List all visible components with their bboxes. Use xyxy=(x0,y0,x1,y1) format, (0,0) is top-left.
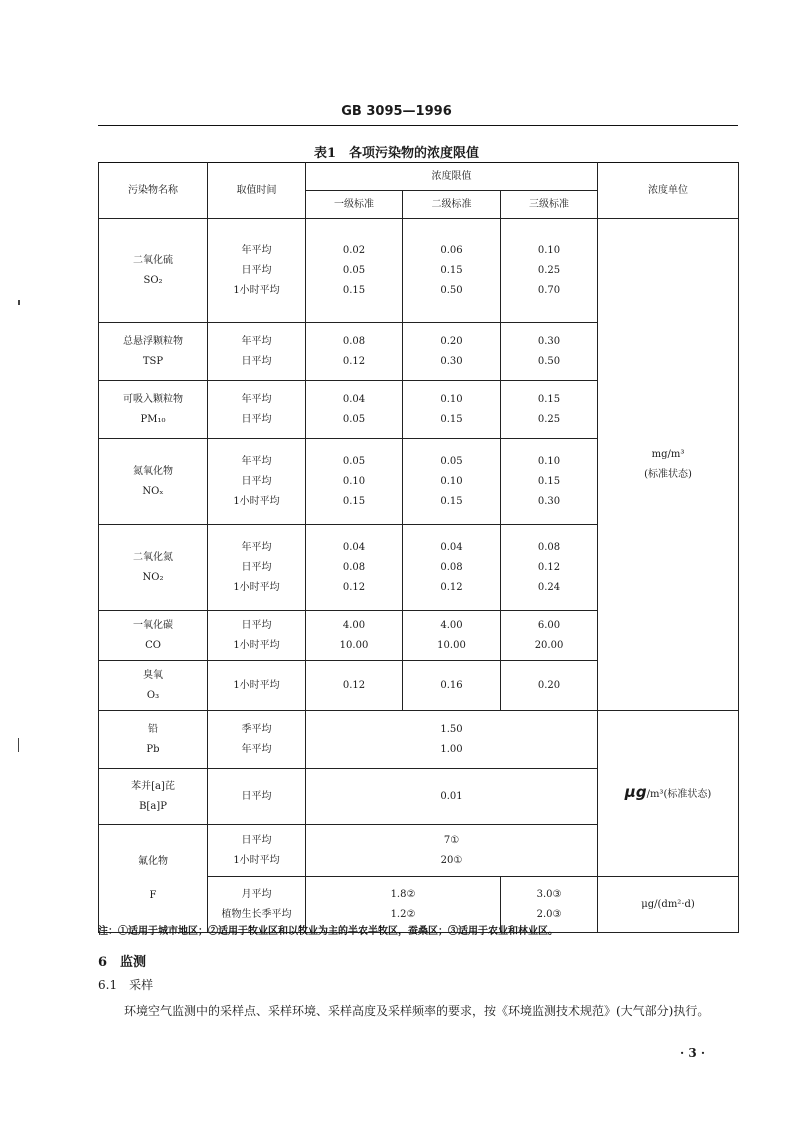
averaging-time xyxy=(208,525,306,611)
limit-value: 0.08 xyxy=(342,561,366,573)
unit-mg xyxy=(598,219,739,711)
time-value: 1小时平均 xyxy=(233,854,280,866)
limit-g2 xyxy=(403,525,501,611)
limit-value: 0.05 xyxy=(342,264,366,276)
limit-value: 0.15 xyxy=(537,393,561,405)
limit-value: 0.01 xyxy=(440,790,463,802)
limit-value: 0.05 xyxy=(342,413,366,425)
limit-g1 xyxy=(306,439,403,525)
limit-g1 xyxy=(306,219,403,323)
limit-g1 xyxy=(306,323,403,381)
header-time: 取值时间 xyxy=(208,163,306,219)
averaging-time xyxy=(208,439,306,525)
limit-g2 xyxy=(403,611,501,661)
time-value: 年平均 xyxy=(241,743,272,755)
standard-header: GB 3095—1996 xyxy=(341,104,452,119)
limit-g2 xyxy=(403,381,501,439)
limit-g2 xyxy=(403,219,501,323)
averaging-time xyxy=(208,381,306,439)
limit-g1 xyxy=(306,611,403,661)
limit-g1 xyxy=(306,381,403,439)
time-value: 日平均 xyxy=(241,355,272,367)
limit-value: 0.10 xyxy=(342,475,366,487)
limit-g3 xyxy=(501,439,598,525)
limit-value: 0.08 xyxy=(537,541,561,553)
limit-value: 0.08 xyxy=(440,561,463,573)
limit-value: 0.15 xyxy=(342,495,366,507)
time-value: 植物生长季平均 xyxy=(221,908,292,920)
limit-value: 0.50 xyxy=(537,355,561,367)
table-row xyxy=(99,219,739,323)
limit-g2 xyxy=(403,439,501,525)
pollutant-symbol: NO₂ xyxy=(142,571,164,583)
limit-value: 0.10 xyxy=(537,455,561,467)
limit-value: 1.50 xyxy=(440,723,463,735)
limit-value: 0.04 xyxy=(440,541,463,553)
pollutant-cn: 氟化物 xyxy=(138,855,168,867)
limit-value: 0.25 xyxy=(537,264,561,276)
pollutant-name xyxy=(99,525,208,611)
pollutant-symbol: SO₂ xyxy=(143,274,163,286)
limit-all xyxy=(306,769,598,825)
limit-value: 20.00 xyxy=(534,639,564,651)
margin-mark xyxy=(18,738,19,752)
limit-value: 1.2② xyxy=(390,908,416,920)
time-value: 1小时平均 xyxy=(233,284,280,296)
limit-value: 0.30 xyxy=(537,495,561,507)
time-value: 日平均 xyxy=(241,619,272,631)
averaging-time xyxy=(208,711,306,769)
pollutant-symbol: Pb xyxy=(146,743,160,755)
limit-value: 0.05 xyxy=(440,455,463,467)
limit-value: 0.05 xyxy=(342,455,366,467)
limit-value: 0.15 xyxy=(342,284,366,296)
unit-line: (标准状态) xyxy=(644,468,692,480)
limit-value: 0.12 xyxy=(342,581,366,593)
time-value: 日平均 xyxy=(241,413,272,425)
averaging-time xyxy=(208,611,306,661)
limit-value: 0.30 xyxy=(440,355,463,367)
limit-value: 0.15 xyxy=(537,475,561,487)
time-value: 日平均 xyxy=(241,790,272,802)
averaging-time xyxy=(208,825,306,877)
limit-value: 0.12 xyxy=(342,355,366,367)
time-value: 1小时平均 xyxy=(233,679,280,691)
limit-value: 0.16 xyxy=(440,679,463,691)
limit-value: 0.15 xyxy=(440,413,463,425)
body-paragraph: 环境空气监测中的采样点、采样环境、采样高度及采样频率的要求，按《环境监测技术规范》(大气部分)执行。 xyxy=(124,1004,710,1018)
pollutant-name xyxy=(99,661,208,711)
limit-value: 0.20 xyxy=(440,335,463,347)
pollutant-symbol: B[a]P xyxy=(139,800,167,812)
pollutant-cn: 可吸入颗粒物 xyxy=(123,393,183,405)
time-value: 年平均 xyxy=(241,335,272,347)
limit-value: 1.00 xyxy=(440,743,463,755)
time-value: 年平均 xyxy=(241,541,272,553)
limit-value: 0.12 xyxy=(440,581,463,593)
limit-value: 0.10 xyxy=(440,393,463,405)
averaging-time xyxy=(208,219,306,323)
limit-value: 4.00 xyxy=(342,619,366,631)
margin-mark xyxy=(18,300,20,305)
limit-value: 0.30 xyxy=(537,335,561,347)
pollutant-cn: 铅 xyxy=(148,723,158,735)
limit-value: 0.12 xyxy=(537,561,561,573)
concentration-limit-table xyxy=(98,162,739,933)
time-value: 1小时平均 xyxy=(233,495,280,507)
limit-value: 2.0③ xyxy=(536,908,562,920)
limit-value: 10.00 xyxy=(437,639,466,651)
limit-value: 0.10 xyxy=(440,475,463,487)
time-value: 日平均 xyxy=(241,264,272,276)
limit-value: 6.00 xyxy=(537,619,561,631)
header-pollutant: 污染物名称 xyxy=(99,163,208,219)
pollutant-name xyxy=(99,711,208,769)
limit-value: 20① xyxy=(440,854,463,866)
limit-g3 xyxy=(501,323,598,381)
limit-all xyxy=(306,825,598,877)
subsection-title: 6.1 采样 xyxy=(98,978,154,992)
pollutant-symbol: PM₁₀ xyxy=(140,413,166,425)
limit-value: 0.04 xyxy=(342,541,366,553)
pollutant-cn: 苯并[a]芘 xyxy=(131,780,175,792)
time-value: 月平均 xyxy=(241,888,272,900)
limit-value: 3.0③ xyxy=(536,888,562,900)
pollutant-symbol: TSP xyxy=(142,355,164,367)
limit-value: 10.00 xyxy=(339,639,369,651)
time-value: 日平均 xyxy=(241,475,272,487)
limit-value: 0.15 xyxy=(440,264,463,276)
limit-value: 0.25 xyxy=(537,413,561,425)
pollutant-cn: 臭氧 xyxy=(143,669,163,681)
limit-value: 1.8② xyxy=(390,888,416,900)
unit-f: μg/(dm²·d) xyxy=(598,877,739,933)
limit-g3 xyxy=(501,611,598,661)
header-limit: 浓度限值 xyxy=(306,163,598,191)
limit-value: 0.20 xyxy=(537,679,561,691)
limit-value: 4.00 xyxy=(440,619,463,631)
table-note: 注：①适用于城市地区；②适用于牧业区和以牧业为主的半农半牧区，蚕桑区；③适用于农业和林业区。 xyxy=(98,926,558,937)
pollutant-name xyxy=(99,323,208,381)
time-value: 年平均 xyxy=(241,455,272,467)
limit-value: 0.06 xyxy=(440,244,463,256)
section-title: 6 监测 xyxy=(98,955,147,970)
averaging-time xyxy=(208,769,306,825)
time-value: 年平均 xyxy=(241,244,272,256)
limit-g3 xyxy=(501,661,598,711)
pollutant-cn: 总悬浮颗粒物 xyxy=(123,335,183,347)
limit-value: 0.50 xyxy=(440,284,463,296)
header-grade1: 一级标准 xyxy=(306,191,403,219)
unit-mu: μg xyxy=(624,783,647,801)
pollutant-symbol: O₃ xyxy=(146,689,160,701)
limit-g2 xyxy=(403,661,501,711)
limit-value: 0.04 xyxy=(342,393,366,405)
limit-g3 xyxy=(501,525,598,611)
header-grade2: 二级标准 xyxy=(403,191,501,219)
pollutant-name xyxy=(99,439,208,525)
time-value: 1小时平均 xyxy=(233,581,280,593)
averaging-time xyxy=(208,323,306,381)
limit-value: 7① xyxy=(443,834,460,846)
limit-value: 0.70 xyxy=(537,284,561,296)
limit-g1 xyxy=(306,525,403,611)
page-number: · 3 · xyxy=(680,1046,706,1060)
time-value: 日平均 xyxy=(241,834,272,846)
pollutant-name xyxy=(99,769,208,825)
pollutant-name xyxy=(99,219,208,323)
pollutant-name xyxy=(99,611,208,661)
time-value: 1小时平均 xyxy=(233,639,280,651)
limit-value: 0.08 xyxy=(342,335,366,347)
limit-g1 xyxy=(306,661,403,711)
limit-value: 0.02 xyxy=(342,244,366,256)
table-caption: 表1 各项污染物的浓度限值 xyxy=(313,146,480,161)
header-unit: 浓度单位 xyxy=(598,163,739,219)
limit-value: 0.15 xyxy=(440,495,463,507)
limit-value: 0.24 xyxy=(537,581,561,593)
unit-line: mg/m³ xyxy=(651,448,685,460)
pollutant-cn: 二氧化氮 xyxy=(133,551,173,563)
unit-rest: /m³(标准状态) xyxy=(646,789,712,800)
pollutant-cn: 二氧化硫 xyxy=(133,254,173,266)
pollutant-cn: 一氧化碳 xyxy=(133,619,173,631)
pollutant-cn: 氮氧化物 xyxy=(133,465,173,477)
unit-ug xyxy=(598,711,739,877)
pollutant-symbol: F xyxy=(149,889,157,901)
header-grade3: 三级标准 xyxy=(501,191,598,219)
time-value: 季平均 xyxy=(241,723,272,735)
pollutant-symbol: CO xyxy=(145,639,161,651)
pollutant-name xyxy=(99,825,208,933)
header-rule xyxy=(98,125,738,126)
limit-g3 xyxy=(501,381,598,439)
time-value: 年平均 xyxy=(241,393,272,405)
limit-g3 xyxy=(501,219,598,323)
time-value: 日平均 xyxy=(241,561,272,573)
averaging-time xyxy=(208,661,306,711)
pollutant-name xyxy=(99,381,208,439)
limit-all xyxy=(306,711,598,769)
limit-g2 xyxy=(403,323,501,381)
pollutant-symbol: NOₓ xyxy=(142,485,164,497)
table-row xyxy=(99,711,739,769)
limit-value: 0.12 xyxy=(342,679,366,691)
limit-value: 0.10 xyxy=(537,244,561,256)
